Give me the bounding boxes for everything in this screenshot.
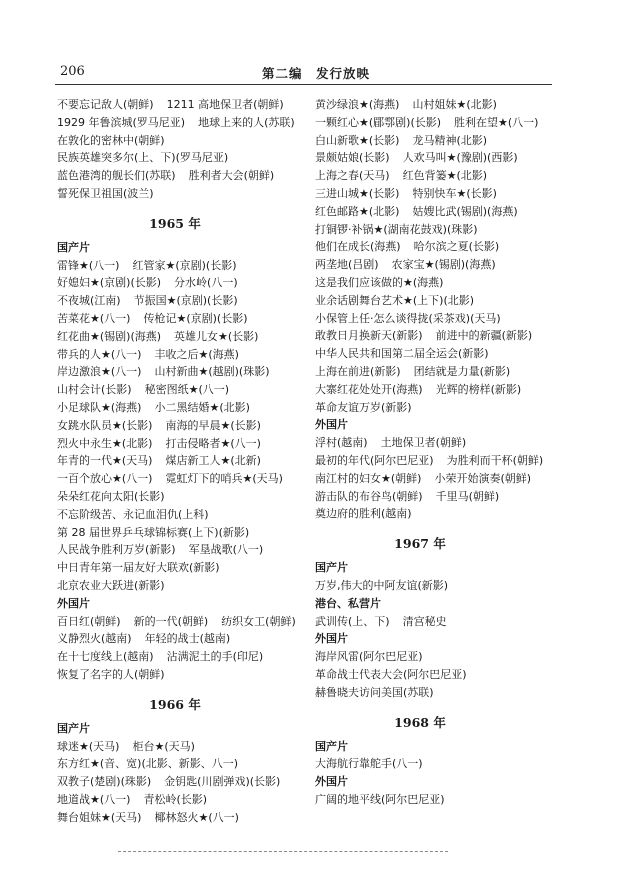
film-entry: 北京农业大跃进(新影) bbox=[57, 578, 165, 592]
film-entry: 胜利者大会(朝鲜) bbox=[188, 169, 275, 183]
film-entry: 业余话剧舞台艺术★(上下)(北影) bbox=[315, 293, 475, 307]
category-heading: 国产片 bbox=[315, 739, 348, 753]
film-list-line bbox=[315, 292, 595, 310]
film-list-line bbox=[57, 310, 312, 328]
film-entry: 苦菜花★(八一) bbox=[57, 311, 131, 325]
film-entry: 好媳妇★(京剧)(长影) bbox=[57, 276, 162, 290]
film-list-line bbox=[57, 381, 312, 399]
film-entry: 万岁,伟大的中阿友谊(新影) bbox=[315, 578, 449, 592]
film-entry: 千里马(朝鲜) bbox=[435, 489, 500, 503]
film-list-line bbox=[315, 256, 595, 274]
film-list-line bbox=[315, 345, 595, 363]
film-entry: 大海航行靠舵手(八一) bbox=[315, 757, 423, 771]
film-entry: 上海之春(天马) bbox=[315, 169, 390, 183]
film-entry: 柜台★(天马) bbox=[132, 739, 195, 753]
film-entry: 丰收之后★(海燕) bbox=[154, 347, 239, 361]
film-entry: 一百个放心★(八一) bbox=[57, 472, 153, 486]
film-entry: 奠边府的胜利(越南) bbox=[315, 507, 412, 521]
film-entry: 年青的一代★(天马) bbox=[57, 454, 153, 468]
film-entry: 1929 年鲁滨城(罗马尼亚) bbox=[57, 115, 186, 129]
film-list-line bbox=[57, 488, 312, 506]
category-heading: 外国片 bbox=[315, 775, 348, 789]
film-list-line bbox=[315, 221, 595, 239]
left-column bbox=[57, 96, 312, 826]
film-list-line bbox=[315, 114, 595, 132]
film-list-line bbox=[57, 541, 312, 559]
film-entry: 打铜锣·补锅★(湖南花鼓戏)(珠影) bbox=[315, 222, 478, 236]
film-entry: 他们在成长(海燕) bbox=[315, 240, 401, 254]
category-heading: 港台、私营片 bbox=[315, 596, 381, 610]
film-entry: 传枪记★(京剧)(长影) bbox=[143, 311, 248, 325]
film-list-line bbox=[57, 346, 312, 364]
film-list-line bbox=[315, 274, 595, 292]
film-entry: 1211 高地保卫者(朝鲜) bbox=[166, 98, 284, 111]
film-entry: 带兵的人★(八一) bbox=[57, 347, 142, 361]
film-entry: 恢复了名字的人(朝鲜) bbox=[57, 667, 165, 681]
film-list-line bbox=[57, 132, 312, 150]
film-list-line bbox=[315, 684, 595, 702]
film-list-line bbox=[57, 185, 312, 203]
film-entry: 烈火中永生★(北影) bbox=[57, 436, 153, 450]
film-entry: 小二黑结婚★(北影) bbox=[154, 400, 250, 414]
film-entry: 沾满泥土的手(印尼) bbox=[166, 650, 264, 664]
film-list-line bbox=[57, 524, 312, 542]
film-entry: 哈尔滨之夏(长影) bbox=[413, 240, 500, 254]
film-entry: 土地保卫者(朝鲜) bbox=[380, 436, 467, 450]
film-entry: 敢教日月换新天(新影) bbox=[315, 329, 423, 343]
film-entry: 新的一代(朝鲜) bbox=[133, 614, 209, 628]
film-entry: 山村姐妹★(北影) bbox=[412, 98, 497, 111]
film-list-line bbox=[57, 666, 312, 684]
film-list-line bbox=[315, 167, 595, 185]
film-entry: 清宫秘史 bbox=[402, 614, 447, 628]
film-entry: 小保管上任·怎么谈得拢(采茶戏)(天马) bbox=[315, 311, 501, 325]
film-entry: 年轻的战士(越南) bbox=[144, 632, 231, 646]
film-entry: 武训传(上、下) bbox=[315, 614, 390, 628]
film-entry: 女跳水队员★(长影) bbox=[57, 418, 153, 432]
film-list-line bbox=[57, 773, 312, 791]
header-rule bbox=[55, 84, 552, 85]
film-entry: 椰林怒火★(八一) bbox=[154, 810, 239, 824]
film-entry: 青松岭(长影) bbox=[143, 792, 208, 806]
year-heading: 1966 年 bbox=[149, 696, 201, 712]
film-list-line bbox=[57, 791, 312, 809]
film-entry: 地球上来的人(苏联) bbox=[198, 115, 295, 129]
year-heading: 1965 年 bbox=[149, 215, 201, 231]
film-list-line bbox=[315, 149, 595, 167]
category-heading: 外国片 bbox=[57, 596, 90, 610]
film-entry: 秘密图纸★(八一) bbox=[144, 383, 230, 397]
film-entry: 一颗红心★(郿鄠剧)(长影) bbox=[315, 115, 442, 129]
film-list-line bbox=[57, 613, 312, 631]
film-entry: 革命友谊万岁(新影) bbox=[315, 400, 412, 414]
film-list-line bbox=[315, 755, 595, 773]
film-entry: 中日青年第一届友好大联欢(新影) bbox=[57, 561, 220, 575]
film-entry: 这是我们应该做的★(海燕) bbox=[315, 275, 444, 289]
right-column bbox=[315, 96, 595, 809]
film-list-line bbox=[315, 381, 595, 399]
film-list-line bbox=[315, 488, 595, 506]
film-list-line bbox=[57, 96, 312, 114]
film-entry: 军垦战歌(八一) bbox=[188, 543, 264, 557]
film-entry: 不夜城(江南) bbox=[57, 294, 121, 308]
film-entry: 赫鲁晓夫访问美国(苏联) bbox=[315, 685, 434, 699]
film-entry: 三进山城★(长影) bbox=[315, 186, 400, 200]
film-entry: 为胜利而干杯(朝鲜) bbox=[446, 453, 544, 467]
film-entry: 第 28 届世界乒乓球锦标赛(上下)(新影) bbox=[57, 525, 250, 539]
film-list-line bbox=[57, 506, 312, 524]
film-entry: 上海在前进(新影) bbox=[315, 364, 401, 378]
film-list-line bbox=[57, 399, 312, 417]
film-list-line bbox=[315, 577, 595, 595]
film-entry: 白山新歌★(长影) bbox=[315, 133, 400, 147]
film-entry: 广阔的地平线(阿尔巴尼亚) bbox=[315, 792, 445, 806]
film-list-line bbox=[315, 96, 595, 114]
film-list-line bbox=[57, 274, 312, 292]
film-list-line bbox=[57, 435, 312, 453]
film-list-line bbox=[57, 559, 312, 577]
film-entry: 民族英雄突多尔(上、下)(罗马尼亚) bbox=[57, 151, 229, 165]
year-heading: 1968 年 bbox=[394, 714, 446, 730]
film-list-line bbox=[315, 613, 595, 631]
film-entry: 前进中的新疆(新影) bbox=[435, 329, 533, 343]
category-heading: 国产片 bbox=[57, 721, 90, 735]
film-entry: 姑嫂比武(锡剧)(海燕) bbox=[412, 204, 518, 218]
film-list-line bbox=[315, 310, 595, 328]
film-entry: 胜利在望★(八一) bbox=[454, 115, 539, 129]
film-list-line bbox=[57, 755, 312, 773]
category-heading: 外国片 bbox=[315, 418, 348, 432]
film-entry: 节振国★(京剧)(长影) bbox=[133, 294, 238, 308]
film-entry: 红花曲★(锡剧)(海燕) bbox=[57, 329, 162, 343]
year-heading: 1967 年 bbox=[394, 536, 446, 552]
film-entry: 黄沙绿浪★(海燕) bbox=[315, 98, 400, 111]
film-entry: 霓虹灯下的哨兵★(天马) bbox=[165, 472, 283, 486]
film-list-line bbox=[315, 238, 595, 256]
film-entry: 在敦化的密林中(朝鲜) bbox=[57, 133, 165, 147]
film-entry: 英雄儿女★(长影) bbox=[174, 329, 259, 343]
film-entry: 蓝色港湾的舰长们(苏联) bbox=[57, 169, 176, 183]
film-entry: 龙马精神(北影) bbox=[412, 133, 488, 147]
film-entry: 金钥匙(川剧弹戏)(长影) bbox=[164, 775, 281, 789]
film-list-line bbox=[57, 809, 312, 827]
film-entry: 景颇姑娘(长影) bbox=[315, 151, 390, 165]
film-entry: 义静烈火(越南) bbox=[57, 632, 132, 646]
film-list-line bbox=[57, 452, 312, 470]
film-list-line bbox=[315, 399, 595, 417]
film-list-line bbox=[57, 738, 312, 756]
film-entry: 游击队的布谷鸟(朝鲜) bbox=[315, 489, 423, 503]
film-list-line bbox=[315, 470, 595, 488]
film-entry: 双教子(楚剧)(珠影) bbox=[57, 775, 152, 789]
film-entry: 小荣开始演奏(朝鲜) bbox=[434, 471, 532, 485]
film-list-line bbox=[57, 292, 312, 310]
film-entry: 纺织女工(朝鲜) bbox=[221, 614, 296, 628]
film-list-line bbox=[315, 505, 595, 523]
film-entry: 山村新曲★(越剧)(珠影) bbox=[154, 365, 270, 379]
film-entry: 球迷★(天马) bbox=[57, 739, 120, 753]
category-heading: 国产片 bbox=[315, 561, 348, 575]
film-entry: 中华人民共和国第二届全运会(新影) bbox=[315, 347, 489, 361]
film-entry: 人民战争胜利万岁(新影) bbox=[57, 543, 176, 557]
film-entry: 不忘阶级苦、永记血泪仇(上科) bbox=[57, 507, 209, 521]
film-entry: 朵朵红花向太阳(长影) bbox=[57, 489, 165, 503]
film-entry: 地道战★(八一) bbox=[57, 792, 131, 806]
film-entry: 誓死保卫祖国(波兰) bbox=[57, 186, 154, 200]
film-entry: 打击侵略者★(八一) bbox=[165, 436, 261, 450]
film-entry: 不要忘记敌人(朝鲜) bbox=[57, 98, 154, 111]
film-entry: 人欢马叫★(豫剧)(西影) bbox=[402, 151, 518, 165]
film-entry: 山村会计(长影) bbox=[57, 383, 132, 397]
film-entry: 雷锋★(八一) bbox=[57, 258, 120, 272]
category-heading: 国产片 bbox=[57, 240, 90, 254]
film-entry: 团结就是力量(新影) bbox=[413, 364, 511, 378]
film-entry: 在十七度线上(越南) bbox=[57, 650, 154, 664]
film-list-line bbox=[57, 417, 312, 435]
film-list-line bbox=[315, 666, 595, 684]
film-entry: 南海的早晨★(长影) bbox=[165, 418, 261, 432]
film-list-line bbox=[315, 434, 595, 452]
film-entry: 海岸风雷(阿尔巴尼亚) bbox=[315, 650, 423, 664]
film-list-line bbox=[57, 114, 312, 132]
film-list-line bbox=[315, 791, 595, 809]
section-title: 第二编 发行放映 bbox=[262, 66, 371, 81]
film-list-line bbox=[57, 167, 312, 185]
film-list-line bbox=[315, 327, 595, 345]
film-entry: 煤店新工人★(北新) bbox=[165, 454, 261, 468]
film-list-line bbox=[57, 257, 312, 275]
film-entry: 分水岭(八一) bbox=[174, 276, 238, 290]
film-list-line bbox=[315, 363, 595, 381]
film-list-line bbox=[57, 470, 312, 488]
film-entry: 百日红(朝鲜) bbox=[57, 614, 121, 628]
film-entry: 浮村(越南) bbox=[315, 436, 368, 450]
film-list-line bbox=[315, 132, 595, 150]
film-list-line bbox=[57, 577, 312, 595]
film-list-line bbox=[57, 149, 312, 167]
film-entry: 农家宝★(锡剧)(海燕) bbox=[391, 258, 496, 272]
film-entry: 特别快车★(长影) bbox=[412, 186, 497, 200]
film-entry: 红色背篓★(北影) bbox=[402, 169, 488, 183]
film-entry: 最初的年代(阿尔巴尼亚) bbox=[315, 453, 434, 467]
film-list-line bbox=[315, 185, 595, 203]
film-entry: 革命战士代表大会(阿尔巴尼亚) bbox=[315, 667, 467, 681]
film-entry: 大寨红花处处开(海燕) bbox=[315, 382, 423, 396]
film-list-line bbox=[57, 363, 312, 381]
film-entry: 光辉的榜样(新影) bbox=[435, 382, 522, 396]
footer-rule bbox=[118, 851, 448, 852]
film-entry: 东方红★(音、宽)(北影、新影、八一) bbox=[57, 757, 239, 771]
film-list-line bbox=[315, 648, 595, 666]
film-list-line bbox=[315, 203, 595, 221]
film-entry: 红色邮路★(北影) bbox=[315, 204, 400, 218]
film-list-line bbox=[57, 630, 312, 648]
film-entry: 舞台姐妹★(天马) bbox=[57, 810, 142, 824]
film-list-line bbox=[57, 648, 312, 666]
film-entry: 南江村的妇女★(朝鲜) bbox=[315, 471, 422, 485]
film-list-line bbox=[57, 328, 312, 346]
film-entry: 红管家★(京剧)(长影) bbox=[132, 258, 237, 272]
film-list-line bbox=[315, 452, 595, 470]
film-entry: 小足球队★(海燕) bbox=[57, 400, 142, 414]
category-heading: 外国片 bbox=[315, 632, 348, 646]
film-entry: 岸边激浪★(八一) bbox=[57, 365, 142, 379]
film-entry: 两垄地(吕剧) bbox=[315, 258, 379, 272]
page-number: 206 bbox=[60, 64, 85, 79]
